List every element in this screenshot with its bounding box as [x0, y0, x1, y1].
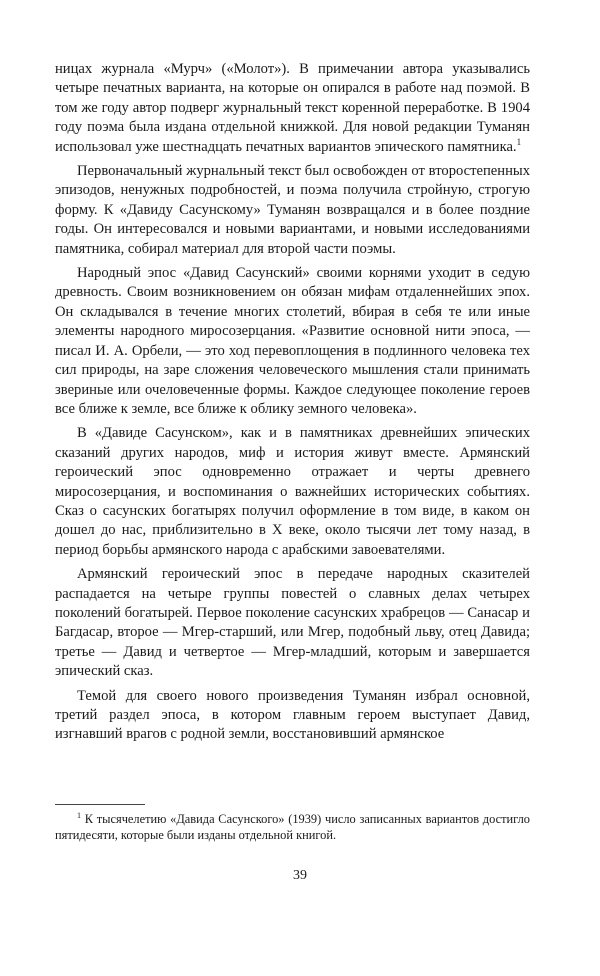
page-number: 39: [293, 868, 307, 883]
footnote-reference: 1: [516, 136, 522, 147]
paragraph-3: Народный эпос «Давид Сасунский» своими корнями уходит в седую древность. Своим возникновением он обязан мифам отдаленнейших эпох. Он складывался в течение многих столетий, вбирая в себя те или иные элементы народного миросозерцания. «Развитие основной нити эпоса, — писал И. А. Орбели, — это ход перевоплощения в подлинного человека тех сил природы, на заре сложения человеческого мышления стали принимать звериные или очеловеченные формы. Каждое следующее поколение героев все ближе к земле, все ближе к облику земного человека».: [55, 265, 530, 417]
footnote-text: К тысячелетию «Давида Сасунского» (1939) число записанных вариантов достигло пятидесяти, которые были изданы отдельной книгой.: [55, 812, 530, 842]
paragraph-1: [55, 60, 530, 157]
paragraph-4: В «Давиде Сасунском», как и в памятниках древнейших эпических сказаний других народов, миф и история живут вместе. Армянский героический эпос одновременно отражает и черты древнего миросозерцания, и воспоминания о важнейших исторических событиях. Сказ о сасунских богатырях получил оформление в том виде, в каком он дошел до нас, приблизительно в X веке, около тысячи лет тому назад, в период борьбы армянского народа с арабскими завоевателями.: [55, 425, 530, 558]
footnote: [55, 812, 530, 843]
main-text: [55, 60, 530, 745]
paragraph-6: Темой для своего нового произведения Туманян избрал основной, третий раздел эпоса, в котором главным героем выступает Давид, изгнавший врагов с родной земли, восстановивший армянское: [55, 687, 530, 743]
paragraph-1-text: ницах журнала «Мурч» («Молот»). В примечании автора указывались четыре печатных варианта, на которые он опирался в работе над поэмой. В том же году автор подверг журнальный текст коренной переработке. В 1904 году поэма была издана отдельной книжкой. Для новой редакции Туманян использовал уже шестнадцать печатных вариантов эпического памятника.: [55, 61, 530, 155]
footnote-marker: 1: [77, 810, 81, 820]
paragraph-5: Армянский героический эпос в передаче народных сказителей распадается на четыре группы повестей о славных делах четырех поколений богатырей. Первое поколение сасунских храбрецов — Санасар и Багдасар, второе — Мгер-старший, или Мгер, подобный льву, отец Давида; третье — Давид и четвертое — Мгер-младший, которым и завершается эпический сказ.: [55, 566, 530, 680]
footnote-divider: [55, 804, 145, 805]
paragraph-2: Первоначальный журнальный текст был освобожден от второстепенных эпизодов, ненужных подробностей, и поэма получила стройную, строгую форму. К «Давиду Сасунскому» Туманян возвращался и в более поздние годы. Он интересовался и новыми вариантами, и новыми исследованиями памятника, собирал материал для второй части поэмы.: [55, 163, 530, 257]
